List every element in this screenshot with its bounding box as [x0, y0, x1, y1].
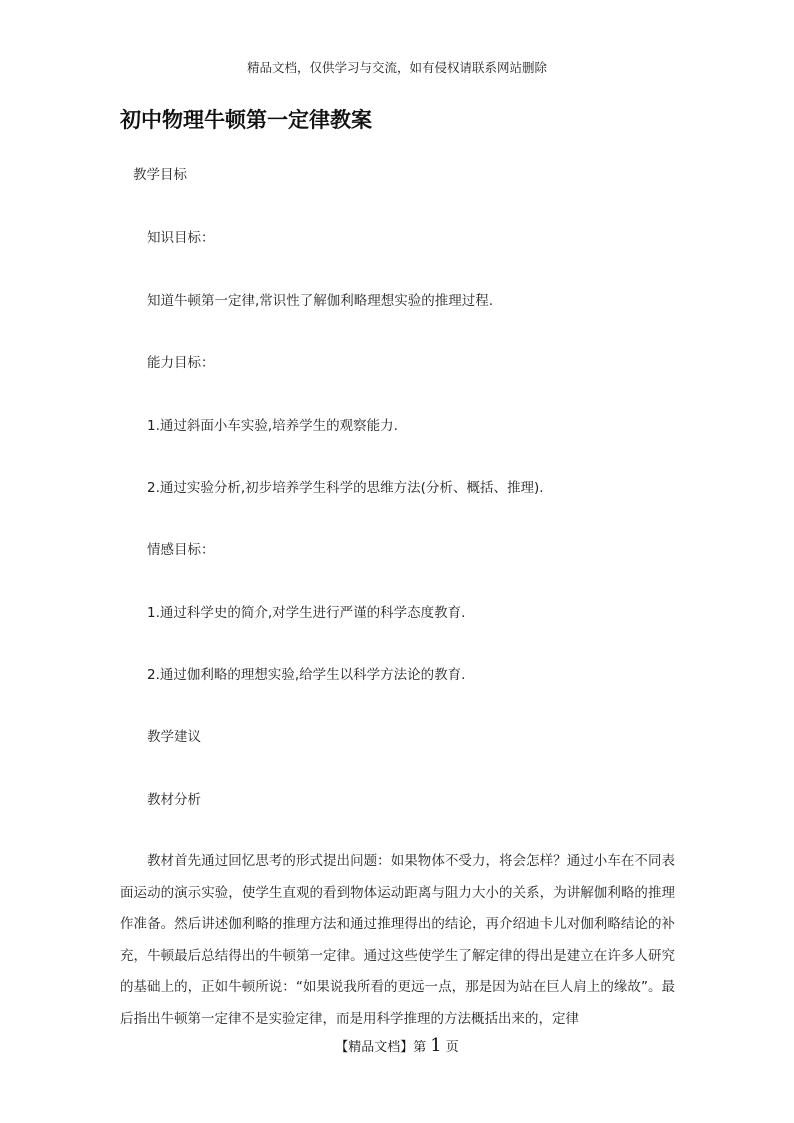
emotion-goal-item-2: 2.通过伽利略的理想实验,给学生以科学方法论的教育.: [147, 667, 466, 683]
ability-goal-item-1: 1.通过斜面小车实验,培养学生的观察能力.: [147, 418, 398, 434]
knowledge-goal-item: 知道牛顿第一定律,常识性了解伽利略理想实验的推理过程.: [147, 293, 494, 309]
emotion-goal-item-1: 1.通过科学史的简介,对学生进行严谨的科学态度教育.: [147, 605, 466, 621]
section-material-analysis: 教材分析: [147, 792, 201, 808]
subsection-knowledge-goals: 知识目标：: [147, 230, 215, 246]
footer-label: 【精品文档】第: [335, 1040, 427, 1055]
page-footer: [0, 1035, 794, 1056]
section-teaching-goals: 教学目标: [133, 167, 187, 183]
page-number: 1: [430, 1035, 442, 1056]
subsection-emotion-goals: 情感目标：: [147, 542, 215, 558]
section-teaching-suggestions: 教学建议: [147, 729, 201, 745]
footer-suffix: 页: [445, 1040, 459, 1055]
material-analysis-paragraph: 教材首先通过回忆思考的形式提出问题：如果物体不受力，将会怎样？通过小车在不同表面运动的演示实验，使学生直观的看到物体运动距离与阻力大小的关系，为讲解伽利略的推理作准备。然后讲述伽利略的推理方法和通过推理得出的结论，再介绍迪卡儿对伽利略结论的补充，牛顿最后总结得出的牛顿第一定律。通过这些使学生了解定律的得出是建立在许多人研究的基础上的，正如牛顿所说：“如果说我所看的更远一点，那是因为站在巨人肩上的缘故”。最后指出牛顿第一定律不是实验定律，而是用科学推理的方法概括出来的，定律: [120, 853, 675, 1027]
document-title: 初中物理牛顿第一定律教案: [120, 107, 372, 132]
header-note: 精品文档，仅供学习与交流，如有侵权请联系网站删除: [246, 60, 547, 75]
ability-goal-item-2: 2.通过实验分析,初步培养学生科学的思维方法(分析、概括、推理).: [147, 480, 544, 496]
subsection-ability-goals: 能力目标：: [147, 355, 215, 371]
